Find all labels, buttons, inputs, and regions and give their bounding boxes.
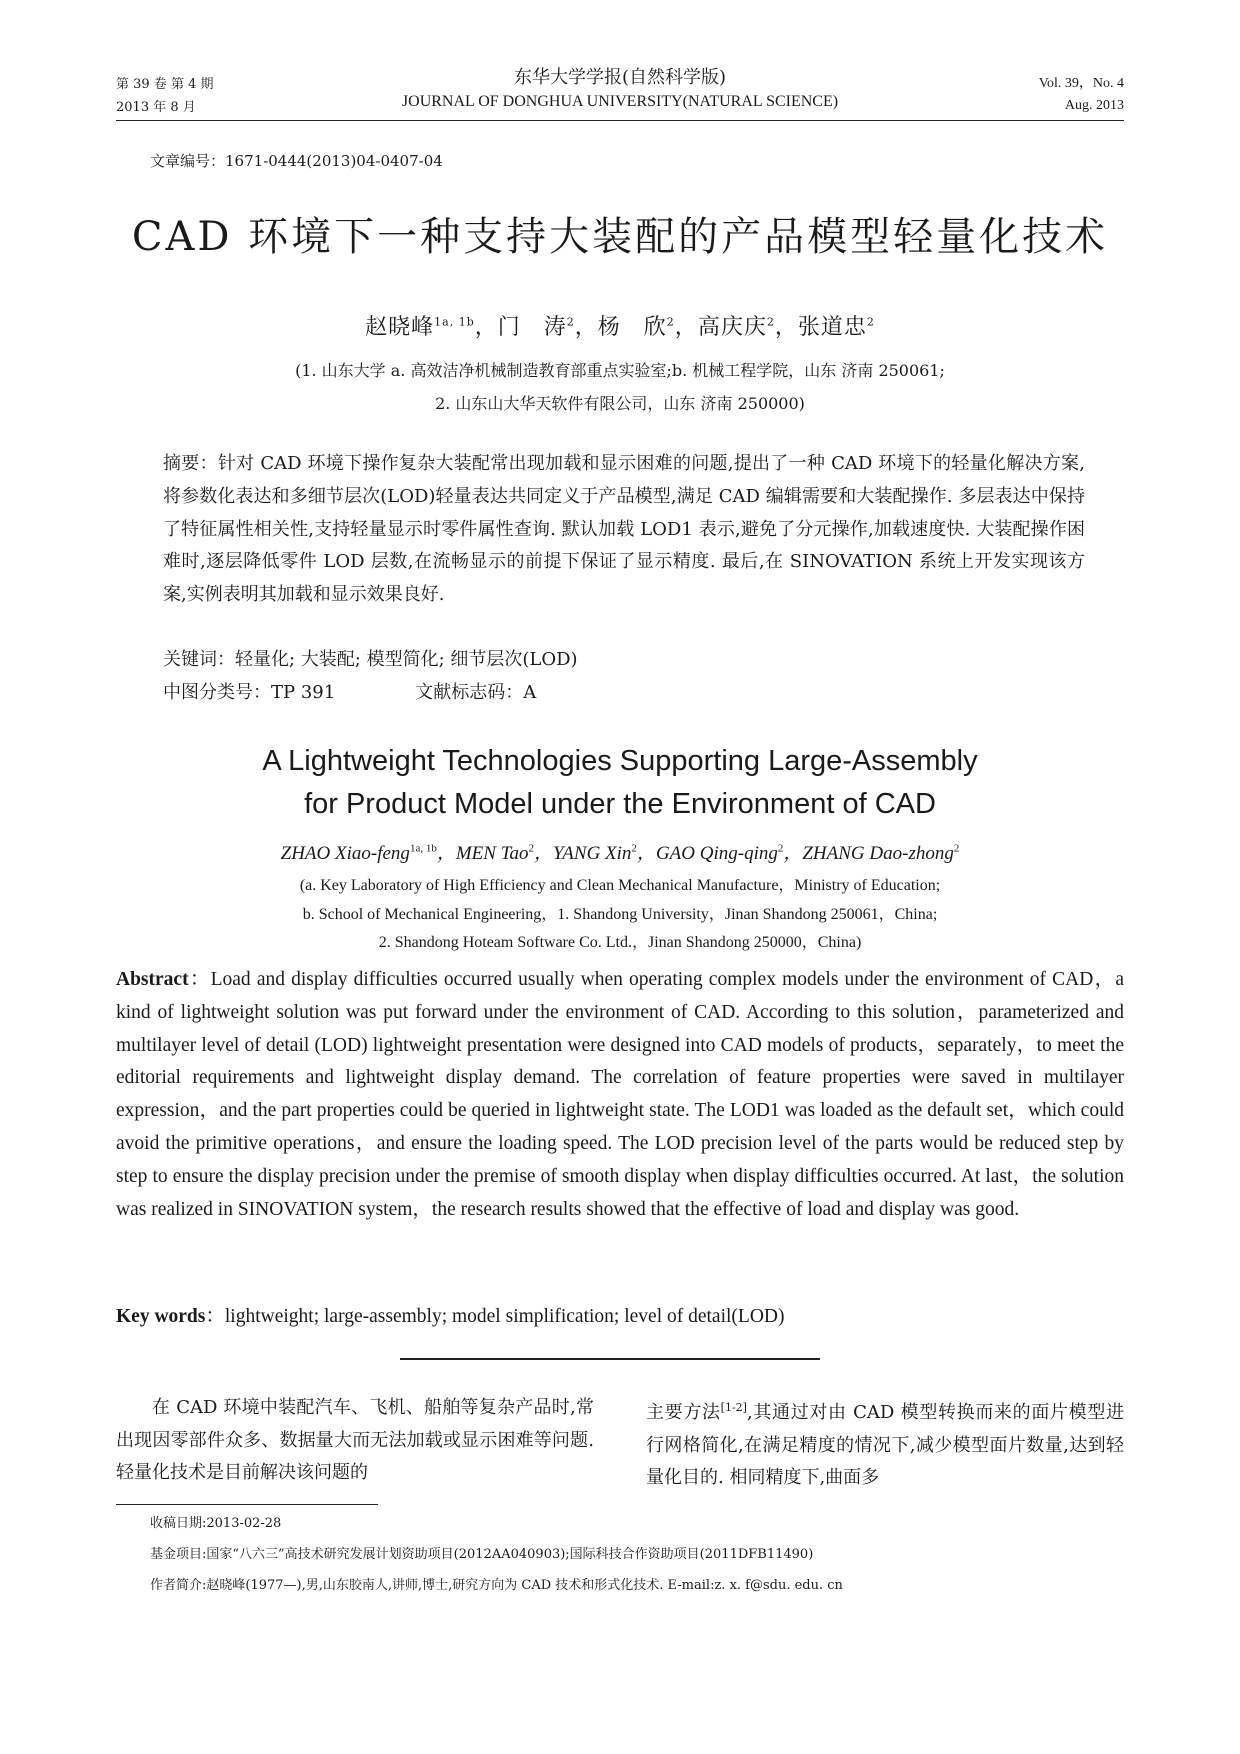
clc-label: 中图分类号： bbox=[163, 682, 271, 703]
article-number-label: 文章编号： bbox=[150, 152, 226, 170]
author-affiliation-mark: 2 bbox=[953, 842, 960, 855]
abstract-en bbox=[116, 964, 1124, 1226]
affiliation-line: 2. 山东山大华天软件有限公司，山东 济南 250000) bbox=[435, 394, 805, 413]
author-affiliation-mark: 2 bbox=[631, 842, 637, 855]
footnote-rule bbox=[116, 1504, 378, 1505]
author-separator: ， bbox=[574, 315, 598, 340]
paper-title-cn: CAD 环境下一种支持大装配的产品模型轻量化技术 bbox=[131, 214, 1109, 260]
author-affiliation-mark: 2 bbox=[566, 315, 575, 329]
author-name: 杨 欣 bbox=[597, 315, 667, 340]
clc-value: TP 391 bbox=[271, 682, 336, 703]
paper-title-en-line: A Lightweight Technologies Supporting Large-Assembly bbox=[262, 745, 978, 777]
author-name-en: ZHAO Xiao-feng bbox=[280, 843, 410, 864]
paper-title-en-line: for Product Model under the Environment of CAD bbox=[304, 788, 936, 820]
body-column-right bbox=[646, 1392, 1124, 1495]
affiliation-line-en: 2. Shandong Hoteam Software Co. Ltd.，Jinan Shandong 250000，China) bbox=[378, 934, 862, 951]
author-affiliation-mark: 2 bbox=[866, 315, 875, 329]
citation-ref: [1-2] bbox=[720, 1401, 747, 1414]
header-volume-en: Vol. 39，No. 4 bbox=[1038, 76, 1124, 91]
author-affiliation-mark: 2 bbox=[528, 842, 535, 855]
section-divider bbox=[400, 1358, 820, 1360]
keywords-en-label: Key words bbox=[116, 1306, 206, 1327]
author-separator: ， bbox=[783, 843, 803, 864]
author-name-en: YANG Xin bbox=[553, 843, 632, 864]
keywords-en-text: lightweight; large-assembly; model simplification; level of detail(LOD) bbox=[224, 1306, 785, 1327]
classification-line bbox=[163, 678, 536, 704]
footnote-fund: 基金项目:国家“八六三”高技术研究发展计划资助项目(2012AA040903);国际科技合作资助项目(2011DFB11490) bbox=[150, 1547, 814, 1562]
journal-name bbox=[250, 65, 990, 113]
abstract-cn-label: 摘要： bbox=[163, 453, 218, 474]
doc-code-value: A bbox=[523, 682, 537, 703]
body-text: ,其通过对由 CAD 模型转换而来的面片模型进行网格简化,在满足精度的情况下,减少模型面片数量,达到轻量化目的. 相同精度下,曲面多 bbox=[646, 1402, 1124, 1488]
affiliations-en bbox=[0, 872, 1240, 958]
keywords-cn bbox=[163, 645, 578, 671]
abstract-en-text: Load and display difficulties occurred usually when operating complex models under the environment of CAD，a kind of lightweight solution was put forward under the environment of CAD. According to this solution，parameterized and multilayer level of detail (LOD) lightweight presentation were designed into CAD models of products，separately，to meet the editorial requirements and lightweight display demand. The correlation of feature properties were saved in multilayer expression，and the part properties could be queried in lightweight state. The LOD1 was loaded as the default set，which could avoid the primitive operations，and ensure the loading speed. The LOD precision level of the parts would be reduced step by step to ensure the display precision under the premise of smooth display when display difficulties occurred. At last，the solution was realized in SINOVATION system，the research results showed that the effective of load and display was good. bbox=[116, 969, 1124, 1220]
footnote-received: 收稿日期:2013-02-28 bbox=[150, 1516, 282, 1531]
abstract-en-label: Abstract bbox=[116, 969, 189, 990]
author-separator: ， bbox=[436, 843, 456, 864]
keywords-en-colon: ： bbox=[205, 1306, 225, 1327]
footnote-author: 作者简介:赵晓峰(1977—),男,山东胶南人,讲师,博士,研究方向为 CAD 技术和形式化技术. E-mail:z. x. f@sdu. edu. cn bbox=[150, 1578, 843, 1593]
header-issue-info bbox=[116, 73, 213, 119]
header-rule bbox=[116, 120, 1124, 121]
header-issue-info-en bbox=[1039, 73, 1124, 117]
author-affiliation-mark: 1a, 1b bbox=[434, 315, 475, 329]
author-affiliation-mark: 1a, 1b bbox=[409, 842, 437, 855]
journal-name-cn: 东华大学学报(自然科学版) bbox=[513, 67, 727, 88]
author-affiliation-mark: 2 bbox=[766, 315, 775, 329]
abstract-cn bbox=[163, 448, 1085, 612]
author-name: 赵晓峰 bbox=[365, 315, 435, 340]
author-name-en: MEN Tao bbox=[455, 843, 529, 864]
article-number bbox=[150, 150, 443, 171]
abstract-en-colon: ： bbox=[188, 969, 211, 990]
author-separator: ， bbox=[474, 315, 498, 340]
authors-cn bbox=[0, 310, 1240, 341]
journal-name-en: JOURNAL OF DONGHUA UNIVERSITY(NATURAL SCIENCE) bbox=[401, 93, 839, 110]
author-separator: ， bbox=[636, 843, 656, 864]
affiliation-line: (1. 山东大学 a. 高效洁净机械制造教育部重点实验室;b. 机械工程学院，山东 济南 250061; bbox=[295, 361, 945, 380]
author-separator: ， bbox=[774, 315, 798, 340]
author-name-en: ZHANG Dao-zhong bbox=[802, 843, 954, 864]
header-volume-cn: 第 39 卷 第 4 期 bbox=[116, 77, 214, 92]
author-name-en: GAO Qing-qing bbox=[655, 843, 778, 864]
body-text: 主要方法 bbox=[646, 1402, 721, 1423]
author-name: 门 涛 bbox=[497, 315, 567, 340]
affiliation-line-en: (a. Key Laboratory of High Efficiency and Clean Mechanical Manufacture，Ministry of Education; bbox=[299, 877, 941, 894]
header-date-cn: 2013 年 8 月 bbox=[116, 100, 196, 115]
header-date-en: Aug. 2013 bbox=[1064, 98, 1124, 113]
paper-title-en bbox=[0, 740, 1240, 826]
keywords-cn-label: 关键词： bbox=[163, 649, 235, 670]
affiliation-line-en: b. School of Mechanical Engineering，1. Shandong University，Jinan Shandong 250061，China; bbox=[302, 905, 938, 923]
doc-code-label: 文献标志码： bbox=[415, 682, 524, 703]
article-number-value: 1671-0444(2013)04-0407-04 bbox=[225, 152, 443, 170]
body-column-left: 在 CAD 环境中装配汽车、飞机、船舶等复杂产品时,常出现因零部件众多、数据量大而无法加载或显示困难等问题. 轻量化技术是目前解决该问题的 bbox=[116, 1397, 594, 1483]
author-affiliation-mark: 2 bbox=[777, 842, 784, 855]
author-separator: ， bbox=[534, 843, 554, 864]
keywords-cn-text: 轻量化; 大装配; 模型简化; 细节层次(LOD) bbox=[235, 649, 578, 670]
authors-en bbox=[0, 838, 1240, 865]
author-separator: ， bbox=[674, 315, 698, 340]
author-affiliation-mark: 2 bbox=[666, 315, 675, 329]
affiliations-cn bbox=[0, 354, 1240, 420]
abstract-cn-text: 针对 CAD 环境下操作复杂大装配常出现加载和显示困难的问题,提出了一种 CAD 环境下的轻量化解决方案,将参数化表达和多细节层次(LOD)轻量表达共同定义于产品模型,满足 CAD 编辑需要和大装配操作. 多层表达中保持了特征属性相关性,支持轻量显示时零件属性查询. 默认加载 LOD1 表示,避免了分元操作,加载速度快. 大装配操作困难时,逐层降低零件 LOD 层数,在流畅显示的前提下保证了显示精度. 最后,在 SINOVATION 系统上开发实现该方案,实例表明其加载和显示效果良好. bbox=[163, 453, 1085, 606]
author-name: 高庆庆 bbox=[697, 315, 767, 340]
author-name: 张道忠 bbox=[797, 315, 867, 340]
keywords-en bbox=[116, 1300, 784, 1328]
